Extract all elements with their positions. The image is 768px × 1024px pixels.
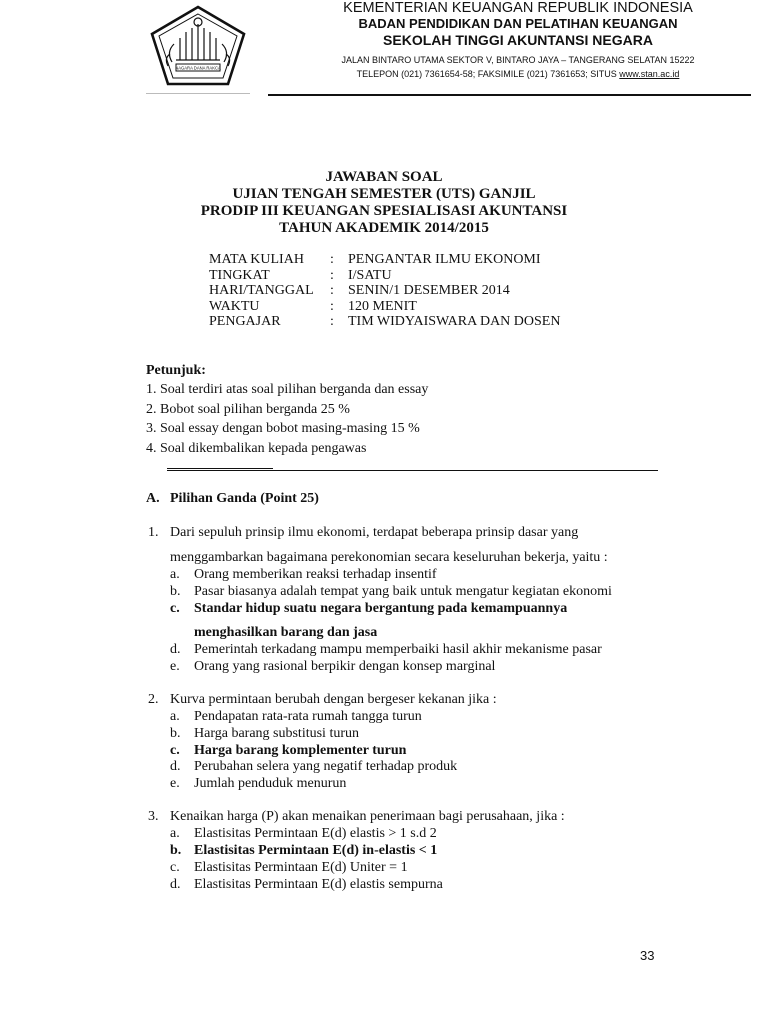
contact-text: TELEPON (021) 7361654-58; FAKSIMILE (021) 7361653; SITUS bbox=[356, 69, 620, 79]
option-text: Perubahan selera yang negatif terhadap produk bbox=[194, 759, 458, 774]
info-value: PENGANTAR ILMU EKONOMI bbox=[348, 252, 541, 267]
info-row-level bbox=[209, 268, 560, 284]
website-link[interactable]: www.stan.ac.id bbox=[619, 69, 680, 79]
option-letter: e. bbox=[170, 659, 180, 674]
option-letter: b. bbox=[170, 726, 181, 741]
title-line-1: JAWABAN SOAL bbox=[325, 169, 443, 185]
info-colon: : bbox=[330, 314, 334, 329]
question-text: Kenaikan harga (P) akan menaikan penerimaan bagi perusahaan, jika : bbox=[170, 809, 565, 824]
section-title: Pilihan Ganda (Point 25) bbox=[170, 491, 319, 506]
option-letter-correct: c. bbox=[170, 743, 180, 758]
logo-motto: NAGARA DANA RAKCA bbox=[175, 65, 221, 71]
info-label: WAKTU bbox=[209, 298, 260, 314]
option-text: Pendapatan rata-rata rumah tangga turun bbox=[194, 709, 422, 724]
option-letter: d. bbox=[170, 877, 181, 892]
instruction-item: 4. Soal dikembalikan kepada pengawas bbox=[146, 441, 367, 456]
option-letter-correct: b. bbox=[170, 843, 182, 858]
question-number: 3. bbox=[148, 809, 159, 824]
exam-info-table bbox=[209, 252, 560, 330]
section-letter: A. bbox=[146, 491, 160, 506]
instruction-item: 1. Soal terdiri atas soal pilihan berganda dan essay bbox=[146, 382, 429, 397]
option-text-correct-cont: menghasilkan barang dan jasa bbox=[194, 625, 378, 640]
option-text: Harga barang substitusi turun bbox=[194, 726, 359, 741]
option-text: Pemerintah terkadang mampu memperbaiki hasil akhir mekanisme pasar bbox=[194, 642, 602, 657]
title-line-4: TAHUN AKADEMIK 2014/2015 bbox=[279, 220, 489, 236]
option-letter: d. bbox=[170, 759, 181, 774]
question-number: 1. bbox=[148, 525, 159, 540]
option-text-correct: Harga barang komplementer turun bbox=[194, 743, 407, 758]
question-text-cont: menggambarkan bagaimana perekonomian secara keseluruhan bekerja, yaitu : bbox=[170, 550, 608, 565]
info-row-time bbox=[209, 299, 560, 315]
info-colon: : bbox=[330, 267, 334, 283]
option-letter: d. bbox=[170, 642, 181, 657]
agency-name: BADAN PENDIDIKAN DAN PELATIHAN KEUANGAN bbox=[358, 16, 678, 31]
school-name: SEKOLAH TINGGI AKUNTANSI NEGARA bbox=[383, 32, 653, 48]
question-text: Dari sepuluh prinsip ilmu ekonomi, terdapat beberapa prinsip dasar yang bbox=[170, 525, 579, 540]
info-colon: : bbox=[330, 252, 334, 267]
info-label: PENGAJAR bbox=[209, 314, 281, 329]
info-colon: : bbox=[330, 298, 334, 314]
info-label: MATA KULIAH bbox=[209, 252, 304, 267]
option-letter: b. bbox=[170, 584, 181, 599]
info-colon: : bbox=[330, 283, 334, 298]
option-letter: a. bbox=[170, 567, 180, 582]
page-number: 33 bbox=[640, 948, 655, 963]
ministry-logo bbox=[146, 4, 250, 92]
info-row-instructor bbox=[209, 314, 560, 330]
info-value: 120 MENIT bbox=[348, 298, 417, 314]
letterhead-divider bbox=[268, 94, 751, 96]
option-text: Jumlah penduduk menurun bbox=[194, 776, 347, 791]
title-line-2: UJIAN TENGAH SEMESTER (UTS) GANJIL bbox=[232, 186, 536, 202]
option-text: Elastisitas Permintaan E(d) elastis sempurna bbox=[194, 877, 443, 892]
option-letter: e. bbox=[170, 776, 180, 791]
garuda-emblem-icon bbox=[146, 4, 250, 92]
title-line-3: PRODIP III KEUANGAN SPESIALISASI AKUNTANSI bbox=[200, 203, 568, 219]
contact-line bbox=[268, 69, 768, 80]
option-text: Orang memberikan reaksi terhadap insentif bbox=[194, 567, 437, 582]
info-label: TINGKAT bbox=[209, 267, 270, 283]
info-value: I/SATU bbox=[348, 267, 392, 283]
question-text: Kurva permintaan berubah dengan bergeser kekanan jika : bbox=[170, 692, 497, 707]
option-letter: a. bbox=[170, 709, 180, 724]
option-letter: a. bbox=[170, 826, 180, 841]
instruction-item: 3. Soal essay dengan bobot masing-masing 15 % bbox=[146, 421, 420, 436]
divider-short bbox=[167, 468, 273, 469]
address-line: JALAN BINTARO UTAMA SEKTOR V, BINTARO JAYA – TANGERANG SELATAN 15222 bbox=[341, 55, 695, 65]
info-value: SENIN/1 DESEMBER 2014 bbox=[348, 283, 510, 298]
option-text: Elastisitas Permintaan E(d) Uniter = 1 bbox=[194, 860, 408, 875]
instruction-item: 2. Bobot soal pilihan berganda 25 % bbox=[146, 402, 350, 417]
option-letter: c. bbox=[170, 860, 180, 875]
question-number: 2. bbox=[148, 692, 159, 707]
option-letter-correct: c. bbox=[170, 601, 180, 616]
info-row-course bbox=[209, 252, 560, 268]
ministry-name: KEMENTERIAN KEUANGAN REPUBLIK INDONESIA bbox=[343, 0, 693, 16]
info-value: TIM WIDYAISWARA DAN DOSEN bbox=[348, 314, 561, 329]
divider-line bbox=[167, 470, 658, 471]
logo-divider bbox=[146, 93, 250, 94]
instructions-heading: Petunjuk: bbox=[146, 363, 206, 378]
option-text-correct: Standar hidup suatu negara bergantung pada kemampuannya bbox=[194, 601, 568, 616]
info-row-date bbox=[209, 283, 560, 299]
info-label: HARI/TANGGAL bbox=[209, 283, 314, 298]
option-text: Orang yang rasional berpikir dengan konsep marginal bbox=[194, 659, 496, 674]
option-text: Pasar biasanya adalah tempat yang baik untuk mengatur kegiatan ekonomi bbox=[194, 584, 612, 599]
option-text: Elastisitas Permintaan E(d) elastis > 1 s.d 2 bbox=[194, 826, 437, 841]
option-text-correct: Elastisitas Permintaan E(d) in-elastis < 1 bbox=[194, 843, 438, 858]
